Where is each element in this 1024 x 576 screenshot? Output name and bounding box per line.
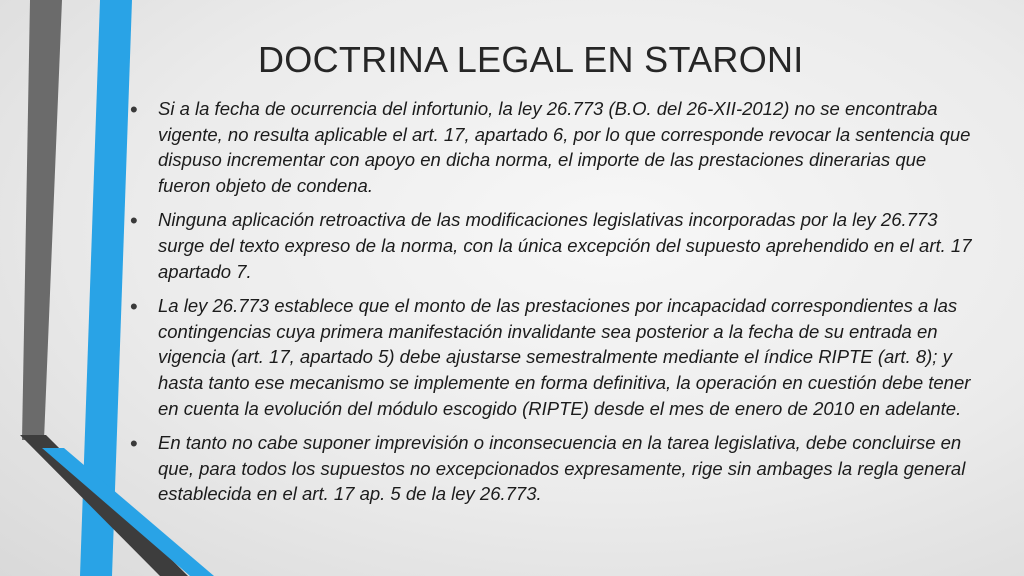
slide-title: DOCTRINA LEGAL EN STARONI	[258, 39, 804, 80]
bullet-text: La ley 26.773 establece que el monto de las prestaciones por incapacidad correspondientes a las contingencias cuya primera manifestación invalidante sea posterior a la fecha de su entrada en vigencia (art. 17, apartado 5) debe ajustarse semestralmente mediante el índice RIPTE (art. 8); y hasta tanto ese mecanismo se implemente en forma definitiva, la operación en cuestión debe tener en cuenta la evolución del módulo escogido (RIPTE) desde el mes de enero de 2010 en adelante.	[158, 295, 971, 419]
bullet-icon: •	[130, 294, 138, 320]
decor-gray-band	[22, 0, 62, 440]
bullet-icon: •	[130, 208, 138, 234]
bullet-text: En tanto no cabe suponer imprevisión o inconsecuencia en la tarea legislativa, debe concluirse en que, para todos los supuestos no excepcionados expresamente, rige sin ambages la regla general establecida en el art. 17 ap. 5 de la ley 26.773.	[158, 432, 966, 505]
bullet-item	[130, 430, 972, 507]
bullet-list	[130, 96, 972, 516]
bullet-text: Ninguna aplicación retroactiva de las modificaciones legislativas incorporadas por la ley 26.773 surge del texto expreso de la norma, con la única excepción del supuesto aprehendido en el art. 17 apartado 7.	[158, 209, 972, 282]
bullet-icon: •	[130, 431, 138, 457]
bullet-item	[130, 293, 972, 421]
bullet-text: Si a la fecha de ocurrencia del infortunio, la ley 26.773 (B.O. del 26-XII-2012) no se encontraba vigente, no resulta aplicable el art. 17, apartado 6, por lo que corresponde revocar la sentencia que dispuso incrementar con apoyo en dicha norma, el importe de las prestaciones dinerarias que fueron objeto de condena.	[158, 98, 971, 196]
bullet-icon: •	[130, 97, 138, 122]
bullet-item	[130, 207, 972, 284]
bullet-item	[130, 96, 972, 198]
